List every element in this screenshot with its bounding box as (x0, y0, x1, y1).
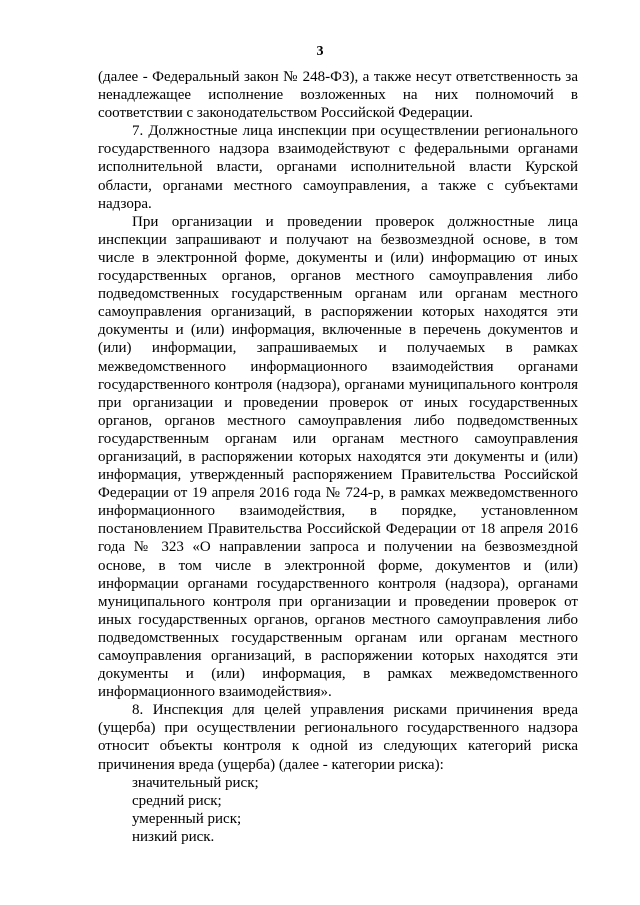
document-body (98, 68, 578, 846)
list-item: низкий риск. (132, 828, 215, 845)
paragraph-item-7: 7. Должностные лица инспекции при осуществлении регионального государственного надзора взаимодействуют с федеральными органами исполнительной власти, органами исполнительной власти Курской области, органами местного самоуправления, а также с субъектами надзора. (98, 123, 578, 212)
list-item: средний риск; (132, 792, 222, 809)
list-item: умеренный риск; (132, 810, 242, 827)
risk-category-list (98, 774, 578, 846)
paragraph-inspection-requests: При организации и проведении проверок должностные лица инспекции запрашивают и получают на безвозмездной основе, в том числе в электронной форме, документы и (или) информацию от иных государственных органов, органов местного самоуправления либо подведомственных государственным органам или органам местного самоуправления организаций, в распоряжении которых находятся эти документы и (или) информация, включенные в перечень документов и (или) информации, запрашиваемых и получаемых в рамках межведомственного информационного взаимодействия органами государственного контроля (надзора), органами муниципального контроля при организации и проведении проверок от иных государственных органов, органов местного самоуправления либо подведомственных государственным органам или органам местного самоуправления организаций, в распоряжении которых находятся эти документы и (или) информация, утвержденный распоряжением Правительства Российской Федерации от 19 апреля 2016 года № 724-р, в рамках межведомственного информационного взаимодействия, в порядке, установленном постановлением Правительства Российской Федерации от 18 апреля 2016 года № 323 «О направлении запроса и получении на безвозмездной основе, в том числе в электронной форме, документов и (или) информации органами государственного контроля (надзора), органами муниципального контроля при организации и проведении проверок от иных государственных органов, органов местного самоуправления либо подведомственных государственным органам или органам местного самоуправления организаций, в распоряжении которых находятся эти документы и (или) информация, в рамках межведомственного информационного взаимодействия». (98, 213, 578, 701)
list-item: значительный риск; (132, 774, 259, 791)
page-number: 3 (316, 44, 324, 59)
paragraph-continuation: (далее - Федеральный закон № 248-ФЗ), а также несут ответственность за ненадлежащее исполнение возложенных на них полномочий в соответствии с законодательством Российской Федерации. (98, 69, 578, 122)
paragraph-item-8: 8. Инспекция для целей управления рисками причинения вреда (ущерба) при осуществлении регионального государственного надзора относит объекты контроля к одной из следующих категорий риска причинения вреда (ущерба) (далее - категории риска): (98, 702, 578, 773)
